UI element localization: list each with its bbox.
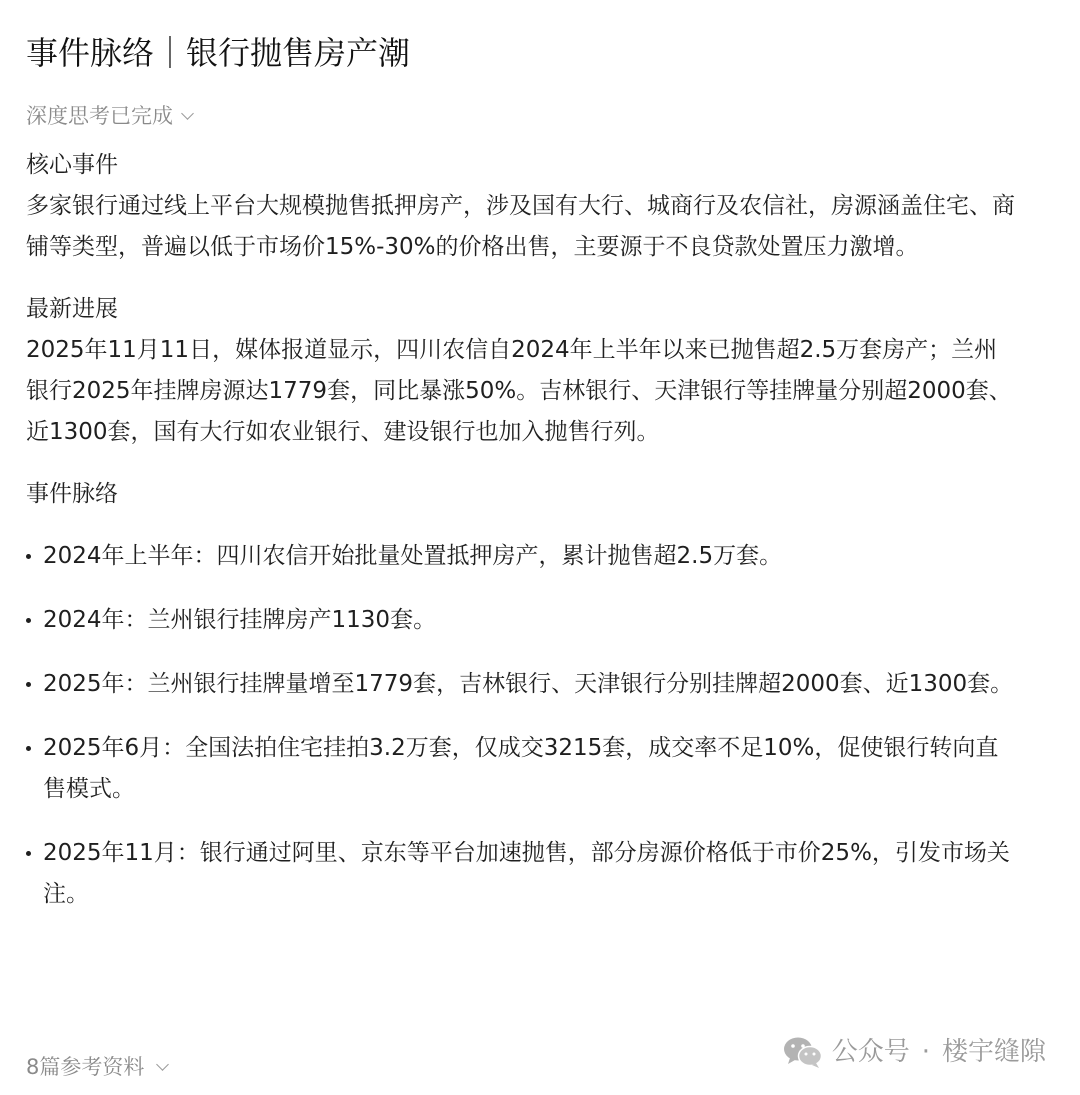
page-title: 事件脉络｜银行抛售房产潮 [26,34,411,72]
list-item: 2025年：兰州银行挂牌量增至1779套，吉林银行、天津银行分别挂牌超2000套、近1300套。 [26,664,1016,705]
chevron-down-icon [181,107,194,120]
chevron-down-icon [157,1058,170,1071]
references-label: 8篇参考资料 [26,1055,145,1079]
watermark-account: 楼宇缝隙 [941,1037,1046,1067]
thinking-toggle[interactable] [26,100,192,132]
wechat-icon [782,1035,824,1069]
watermark-separator: · [921,1037,930,1067]
references-toggle[interactable] [26,1051,167,1083]
latest-progress-text: 2025年11月11日，媒体报道显示，四川农信自2024年上半年以来已抛售超2.5万套房产；兰州银行2025年挂牌房源达1779套，同比暴涨50%。吉林银行、天津银行等挂牌量分别超2000套、近1300套，国有大行如农业银行、建设银行也加入抛售行列。 [26,337,1012,445]
list-item: 2024年上半年：四川农信开始批量处置抵押房产，累计抛售超2.5万套。 [26,536,1016,577]
watermark [782,1034,1046,1070]
thinking-status-label: 深度思考已完成 [26,104,173,128]
list-item: 2024年：兰州银行挂牌房产1130套。 [26,600,1016,641]
section-heading-timeline: 事件脉络 [26,481,118,507]
section-heading-core: 核心事件 [26,152,118,178]
list-item: 2025年11月：银行通过阿里、京东等平台加速抛售，部分房源价格低于市价25%，引发市场关注。 [26,833,1016,915]
watermark-platform: 公众号 [831,1037,910,1067]
timeline-list [26,536,1016,915]
core-event-text: 多家银行通过线上平台大规模抛售抵押房产，涉及国有大行、城商行及农信社，房源涵盖住宅、商铺等类型，普遍以低于市场价15%-30%的价格出售，主要源于不良贷款处置压力激增。 [26,193,1015,260]
section-heading-latest: 最新进展 [26,296,118,322]
list-item: 2025年6月：全国法拍住宅挂拍3.2万套，仅成交3215套，成交率不足10%，促使银行转向直售模式。 [26,728,1016,810]
answer-content [26,145,1016,938]
